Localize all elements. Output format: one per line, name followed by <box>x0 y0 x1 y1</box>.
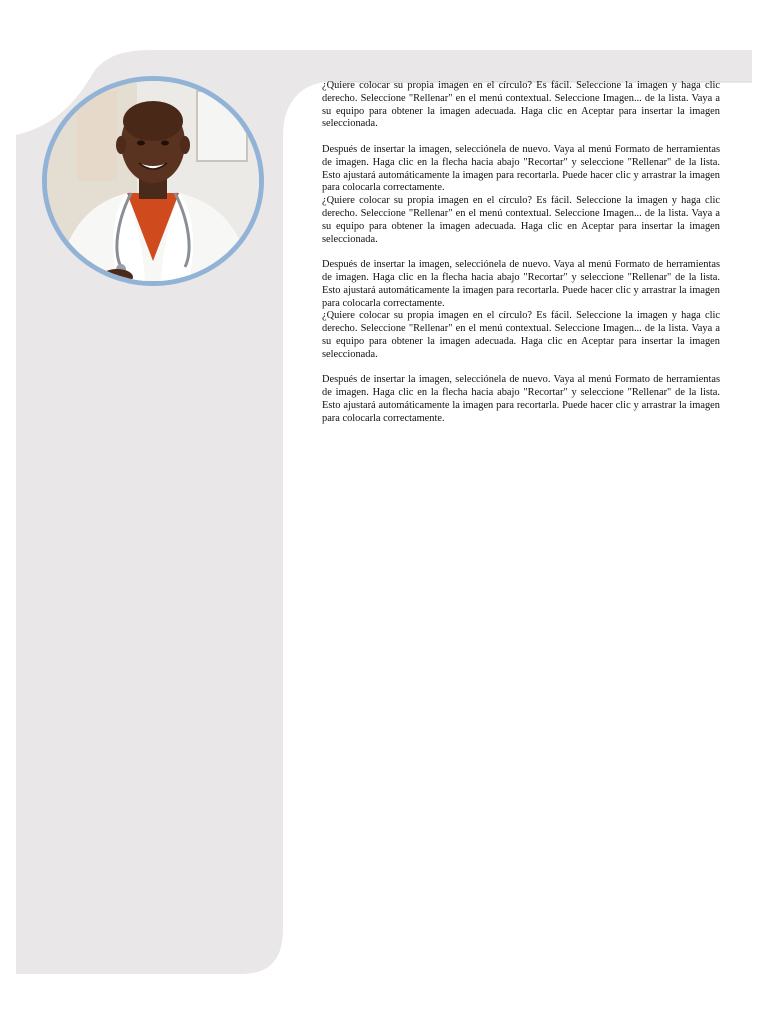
doctor-portrait-image <box>47 81 259 281</box>
paragraph: Después de insertar la imagen, selecciónela de nuevo. Vaya al menú Formato de herramientas de imagen. Haga clic en la flecha hacia abajo "Recortar" y seleccione "Rellenar" de la lista. Esto ajustará automáticamente la imagen para recortarla. Puede hacer clic y arrastrar la imagen para colocarla correctamente. <box>322 143 720 194</box>
paragraph: ¿Quiere colocar su propia imagen en el círculo? Es fácil. Seleccione la imagen y haga clic derecho. Seleccione "Rellenar" en el menú contextual. Seleccione Imagen... de la lista. Vaya a su equipo para obtener la imagen adecuada. Haga clic en Aceptar para insertar la imagen seleccionada. <box>322 80 720 130</box>
paragraph: ¿Quiere colocar su propia imagen en el círculo? Es fácil. Seleccione la imagen y haga clic derecho. Seleccione "Rellenar" en el menú contextual. Seleccione Imagen... de la lista. Vaya a su equipo para obtener la imagen adecuada. Haga clic en Aceptar para insertar la imagen seleccionada. <box>322 310 720 360</box>
paragraph: Después de insertar la imagen, selecciónela de nuevo. Vaya al menú Formato de herramientas de imagen. Haga clic en la flecha hacia abajo "Recortar" y seleccione "Rellenar" de la lista. Esto ajustará automáticamente la imagen para recortarla. Puede hacer clic y arrastrar la imagen para colocarla correctamente. <box>322 374 720 424</box>
paragraph: ¿Quiere colocar su propia imagen en el círculo? Es fácil. Seleccione la imagen y haga clic derecho. Seleccione "Rellenar" en el menú contextual. Seleccione Imagen... de la lista. Vaya a su equipo para obtener la imagen adecuada. Haga clic en Aceptar para insertar la imagen seleccionada. <box>322 195 720 245</box>
portrait-photo[interactable] <box>42 76 264 286</box>
paragraph: Después de insertar la imagen, selecciónela de nuevo. Vaya al menú Formato de herramientas de imagen. Haga clic en la flecha hacia abajo "Recortar" y seleccione "Rellenar" de la lista. Esto ajustará automáticamente la imagen para recortarla. Puede hacer clic y arrastrar la imagen para colocarla correctamente. <box>322 259 720 309</box>
body-text <box>322 80 720 426</box>
